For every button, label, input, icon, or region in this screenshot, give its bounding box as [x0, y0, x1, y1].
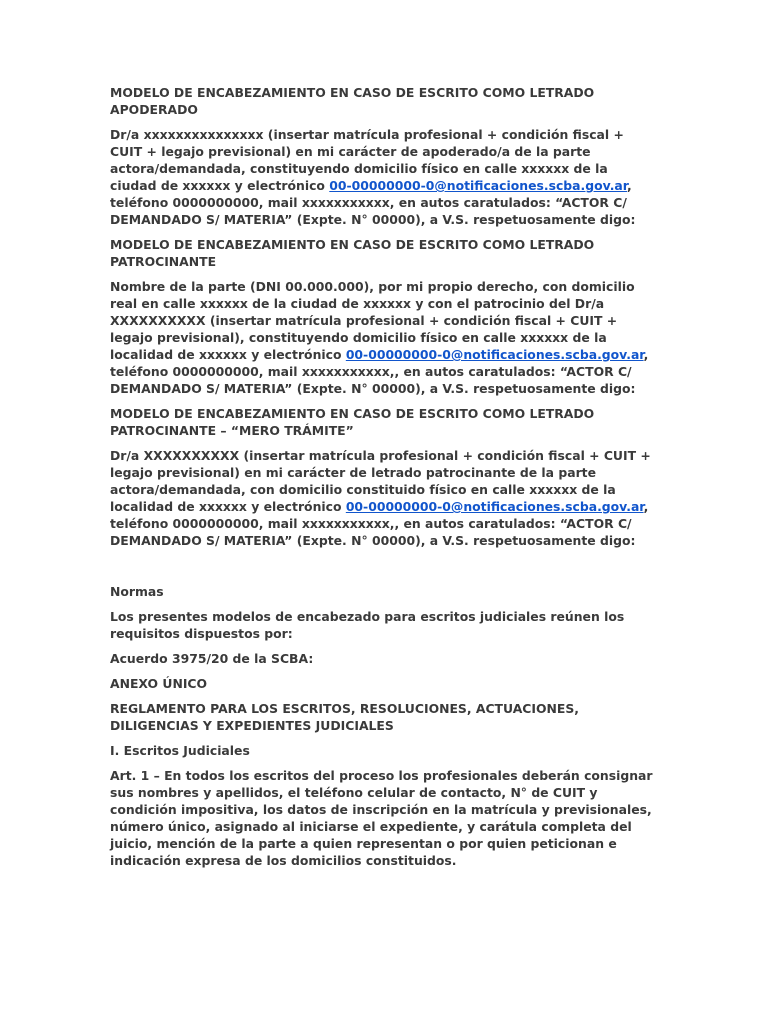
body-text: Nombre de la parte (DNI 00.000.000), por mi propio derecho, con domicilio real en calle xxxxxx de la ciudad de xxxxxx y con el patrocinio del Dr/a XXXXXXXXXX (insertar matrícula profesional + condición fiscal + CUIT + legajo previsional), constituyendo domicilio físico en calle xxxxxx de la localidad de xxxxxx y electrónico — [110, 279, 635, 362]
normas-section — [110, 583, 658, 869]
normas-title: Normas — [110, 584, 164, 599]
body-text: , teléfono 0000000000, mail xxxxxxxxxxx,, en autos caratulados: “ACTOR C/ DEMANDADO S/ MATERIA” (Expte. N° 00000), a V.S. respetuosamente digo: — [110, 347, 649, 396]
spacer — [110, 557, 658, 583]
anexo-title: ANEXO ÚNICO — [110, 676, 208, 691]
email-link[interactable]: 00-00000000-0@notificaciones.scba.gov.ar — [345, 499, 644, 514]
email-link[interactable]: 00-00000000-0@notificaciones.scba.gov.ar — [329, 178, 628, 193]
section-apoderado — [110, 84, 658, 228]
section-body — [110, 278, 658, 397]
section-mero-tramite — [110, 405, 658, 549]
body-text: Dr/a xxxxxxxxxxxxxxx (insertar matrícula profesional + condición fiscal + CUIT + legajo previsional) en mi carácter de apoderado/a de la parte actora/demandada, constituyendo domicilio físico en calle xxxxxx de la ciudad de xxxxxx y electrónico — [110, 127, 624, 193]
acuerdo-reference: Acuerdo 3975/20 de la SCBA: — [110, 651, 314, 666]
section-patrocinante — [110, 236, 658, 397]
section-heading: MODELO DE ENCABEZAMIENTO EN CASO DE ESCRITO COMO LETRADO APODERADO — [110, 85, 595, 117]
document-page — [110, 84, 658, 877]
body-text: , teléfono 0000000000, mail xxxxxxxxxxx, en autos caratulados: “ACTOR C/ DEMANDADO S/ MATERIA” (Expte. N° 00000), a V.S. respetuosamente digo: — [110, 178, 636, 227]
section-body — [110, 447, 658, 549]
escritos-subtitle: I. Escritos Judiciales — [110, 743, 250, 758]
section-heading: MODELO DE ENCABEZAMIENTO EN CASO DE ESCRITO COMO LETRADO PATROCINANTE – “MERO TRÁMITE” — [110, 406, 595, 438]
body-text: , teléfono 0000000000, mail xxxxxxxxxxx,, en autos caratulados: “ACTOR C/ DEMANDADO S/ MATERIA” (Expte. N° 00000), a V.S. respetuosamente digo: — [110, 499, 649, 548]
reglamento-title: REGLAMENTO PARA LOS ESCRITOS, RESOLUCIONES, ACTUACIONES, DILIGENCIAS Y EXPEDIENTES JUDICIALES — [110, 701, 579, 733]
normas-intro: Los presentes modelos de encabezado para escritos judiciales reúnen los requisitos dispuestos por: — [110, 609, 625, 641]
body-text: Dr/a XXXXXXXXXX (insertar matrícula profesional + condición fiscal + CUIT + legajo previsional) en mi carácter de letrado patrocinante de la parte actora/demandada, con domicilio constituido físico en calle xxxxxx de la localidad de xxxxxx y electrónico — [110, 448, 651, 514]
section-body — [110, 126, 658, 228]
section-heading: MODELO DE ENCABEZAMIENTO EN CASO DE ESCRITO COMO LETRADO PATROCINANTE — [110, 237, 595, 269]
email-link[interactable]: 00-00000000-0@notificaciones.scba.gov.ar — [345, 347, 644, 362]
article-1: Art. 1 – En todos los escritos del proceso los profesionales deberán consignar sus nombres y apellidos, el teléfono celular de contacto, N° de CUIT y condición impositiva, los datos de inscripción en la matrícula y previsionales, número único, asignado al iniciarse el expediente, y carátula completa del juicio, mención de la parte a quien representan o por quien peticionan e indicación expresa de los domicilios constituidos. — [110, 768, 653, 868]
